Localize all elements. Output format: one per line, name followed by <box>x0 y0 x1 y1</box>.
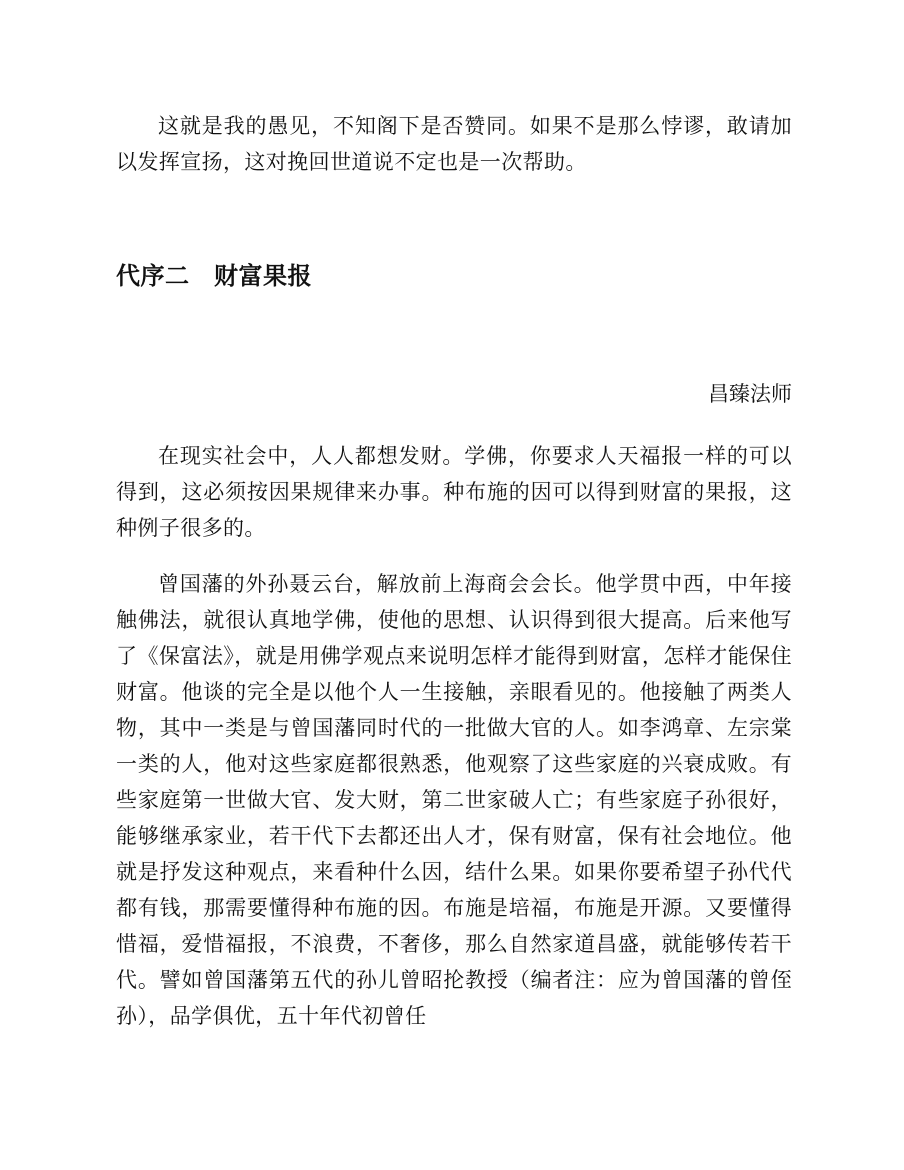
author-name: 昌臻法师 <box>708 382 792 406</box>
body-paragraph-1: 在现实社会中，人人都想发财。学佛，你要求人天福报一样的可以得到，这必须按因果规律来办事。种布施的因可以得到财富的果报，这种例子很多的。 <box>116 444 792 540</box>
intro-paragraph: 这就是我的愚见，不知阁下是否赞同。如果不是那么悖谬，敢请加以发挥宣扬，这对挽回世道说不定也是一次帮助。 <box>116 114 792 174</box>
section-title: 代序二 财富果报 <box>116 262 312 290</box>
body-paragraph-2: 曾国藩的外孙聂云台，解放前上海商会会长。他学贯中西，中年接触佛法，就很认真地学佛，使他的思想、认识得到很大提高。后来他写了《保富法》，就是用佛学观点来说明怎样才能得到财富，怎样才能保住财富。他谈的完全是以他个人一生接触，亲眼看见的。他接触了两类人物，其中一类是与曾国藩同时代的一批做大官的人。如李鸿章、左宗棠一类的人，他对这些家庭都很熟悉，他观察了这些家庭的兴衰成败。有些家庭第一世做大官、发大财，第二世家破人亡；有些家庭子孙很好，能够继承家业，若干代下去都还出人才，保有财富，保有社会地位。他就是抒发这种观点，来看种什么因，结什么果。如果你要希望子孙代代都有钱，那需要懂得种布施的因。布施是培福，布施是开源。又要懂得惜福，爱惜福报，不浪费，不奢侈，那么自然家道昌盛，就能够传若干代。譬如曾国藩第五代的孙儿曾昭抡教授（编者注：应为曾国藩的曾侄孙），品学俱优，五十年代初曾任 <box>116 572 792 1028</box>
